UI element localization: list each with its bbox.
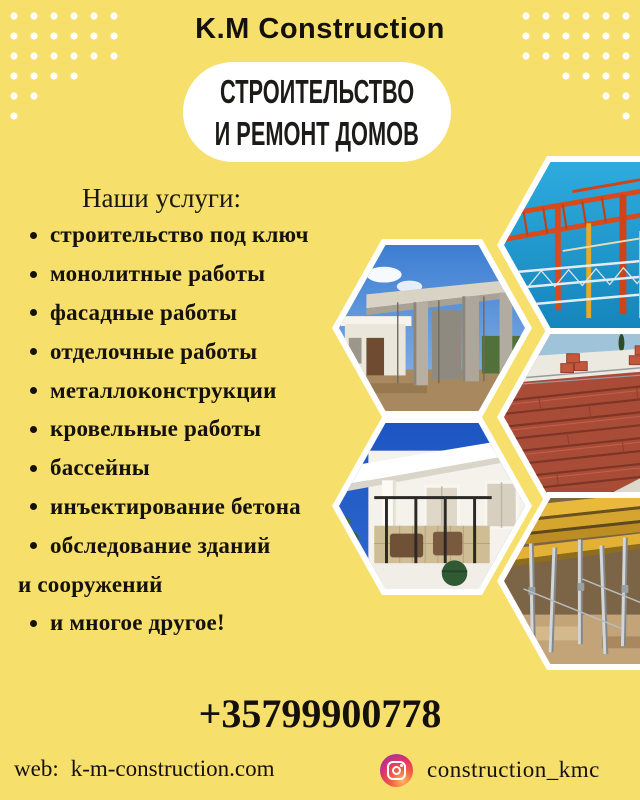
service-item (30, 488, 360, 527)
bullet-icon (30, 620, 37, 627)
service-item-label: монолитные работы (50, 261, 266, 287)
website-line (14, 756, 274, 782)
services-list (18, 216, 360, 643)
website-url[interactable]: k-m-construction.com (70, 756, 275, 781)
service-item-continuation (18, 565, 360, 604)
services-heading: Наши услуги: (82, 183, 241, 213)
bullet-icon (30, 542, 37, 549)
hex-photo-formwork (497, 492, 640, 670)
service-item (30, 526, 360, 565)
camera-outline-icon (387, 761, 406, 780)
company-name: K.M Construction (195, 13, 445, 45)
bullet-icon (30, 426, 37, 433)
service-item-label: строительство под ключ (50, 222, 309, 248)
service-item-label: и многое другое! (50, 610, 225, 636)
service-item (30, 449, 360, 488)
service-item (30, 332, 360, 371)
phone-number[interactable]: +35799900778 (198, 691, 442, 736)
service-item-label: обследование зданий (50, 532, 271, 558)
service-item (30, 604, 360, 643)
service-item-label: фасадные работы (50, 299, 238, 325)
slab-formwork-props-photo (504, 498, 640, 664)
bullet-icon (30, 348, 37, 355)
headline-line-1: СТРОИТЕЛЬСТВО (219, 73, 415, 110)
headline-badge (183, 62, 451, 162)
service-item (30, 294, 360, 333)
service-item-label: инъектирование бетона (50, 493, 301, 519)
service-item-label: отделочные работы (50, 338, 258, 364)
bullet-icon (30, 503, 37, 510)
service-item (30, 255, 360, 294)
service-item-label: и сооружений (18, 571, 163, 597)
instagram-handle[interactable]: construction_kmc (427, 757, 600, 782)
web-label: web: (14, 756, 59, 781)
bullet-icon (30, 387, 37, 394)
headline-line-2: И РЕМОНТ ДОМОВ (214, 115, 420, 152)
service-item-label: металлоконструкции (50, 377, 277, 403)
instagram-icon[interactable] (380, 754, 413, 787)
service-item (30, 371, 360, 410)
bullet-icon (30, 309, 37, 316)
service-item (30, 410, 360, 449)
bullet-icon (30, 465, 37, 472)
camera-lens-icon (392, 766, 401, 775)
bullet-icon (30, 271, 37, 278)
service-item (30, 216, 360, 255)
camera-flash-dot-icon (400, 764, 403, 767)
service-item-label: кровельные работы (50, 416, 262, 442)
service-item-label: бассейны (50, 455, 150, 481)
bullet-icon (30, 232, 37, 239)
